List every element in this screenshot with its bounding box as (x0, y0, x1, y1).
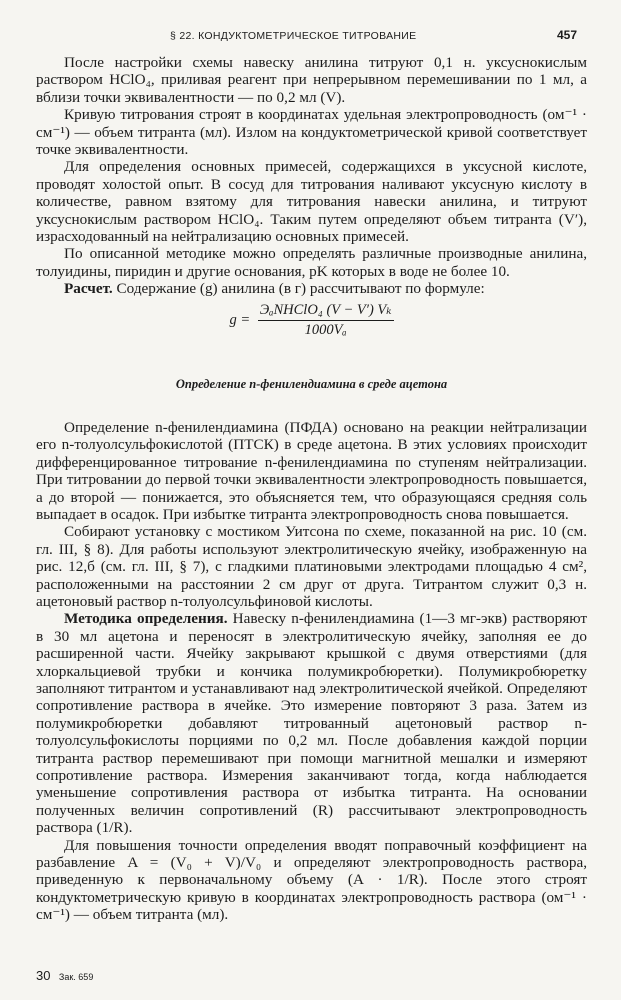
paragraph: Для определения основных примесей, содержащихся в уксусной кислоте, проводят холостой опыт. В сосуд для титрования наливают уксусную кислоту в количестве, равном взятому для титрования навески анилина, и титруют уксуснокислым раствором HClO₄. Таким путем определяют объем титранта (V′), израсходованный на нейтрализацию основных примесей. (36, 158, 587, 246)
page-number: 457 (556, 28, 577, 42)
paragraph: Кривую титрования строят в координатах удельная электропроводность (ом⁻¹ · см⁻¹) — объем титранта (мл). Излом на кондуктометрической кривой соответствует точке эквивалентности. (36, 106, 587, 159)
signature-number: 30 (36, 968, 51, 983)
paragraph: Собирают установку с мостиком Уитсона по схеме, показанной на рис. 10 (см. гл. III, § 8). Для работы используют электролитическую ячейку, изображенную на рис. 12,б (см. гл. III, § 7), с гладкими платиновыми электродами площадью 4 см², расположенными на расстоянии 2 см друг от друга. Титрантом служит 0,3 н. ацетоновый раствор n-толуолсульфиновой кислоты. (36, 523, 587, 610)
running-header (36, 28, 587, 48)
method-paragraph (36, 610, 587, 836)
method-text: Навеску n-фенилендиамина (1—3 мг-экв) растворяют в 30 мл ацетона и переносят в электролитическую ячейку, заполняя ее до расширенной части. Ячейку закрывают крышкой с двумя отверстиями (для хлоркальциевой трубки и кончика полумикробюретки). Полумикробюретку заполняют титрантом и устанавливают над электролитической ячейкой. Определяют сопротивление раствора в ячейке. Это измерение повторяют 3 раза. Затем из полумикробюретки добавляют титрованный ацетоновый раствор n-толуолсульфокислоты порциями по 0,2 мл. После добавления каждой порции титранта раствор перемешивают при помощи магнитной мешалки и измеряют сопротивление раствора. Измерения заканчивают тогда, когда наблюдается уменьшение сопротивления раствора от избытка титранта. На основании полученных величин сопротивлений (R) рассчитывают электропроводность раствора (1/R). (36, 610, 587, 837)
formula (36, 302, 587, 340)
signature-text: Зак. 659 (58, 972, 94, 982)
formula-numerator: ЭₐNHClO₄ (V − V′) Vₖ (258, 302, 394, 321)
formula-fraction (258, 302, 394, 340)
formula-denominator: 1000Vₐ (304, 322, 347, 339)
paragraph: После настройки схемы навеску анилина титруют 0,1 н. уксуснокислым раствором HClO₄, приливая реагент при непрерывном перемешивании по 1 мл, а вблизи точки эквивалентности — по 0,2 мл (V). (36, 54, 587, 106)
running-title: § 22. КОНДУКТОМЕТРИЧЕСКОЕ ТИТРОВАНИЕ (170, 30, 417, 42)
section-subheading: Определение n-фенилендиамина в среде ацетона (175, 376, 448, 391)
page-body (36, 54, 587, 924)
paragraph: Определение n-фенилендиамина (ПФДА) основано на реакции нейтрализации его n-толуолсульфокислотой (ПТСК) в среде ацетона. В этих условиях происходит дифференцированное титрование n-фенилендиамина по ступеням нейтрализации. При титровании до первой точки эквивалентности электропроводность повышается, а до второй — понижается, это объясняется тем, что образующаяся средняя соль выпадает в осадок. При избытке титранта электропроводность снова повышается. (36, 418, 587, 523)
calc-paragraph (36, 280, 587, 297)
paragraph: Для повышения точности определения вводят поправочный коэффициент на разбавление A = (V₀ + V)/V₀ и определяют электропроводность раствора, приведенную к первоначальному объему (A · 1/R). После этого строят кондуктометрическую кривую в координатах электропроводность раствора (ом⁻¹ · см⁻¹) — объем титранта (мл). (36, 836, 587, 924)
calc-text: Содержание (g) анилина (в г) рассчитывают по формуле: (112, 280, 485, 298)
paragraph: По описанной методике можно определять различные производные анилина, толуидины, пиридин и другие основания, pK которых в воде не более 10. (36, 245, 587, 280)
printer-signature (36, 967, 93, 985)
method-label: Методика определения. (64, 610, 228, 628)
formula-lhs: g = (229, 311, 251, 328)
calc-label: Расчет. (64, 280, 113, 298)
